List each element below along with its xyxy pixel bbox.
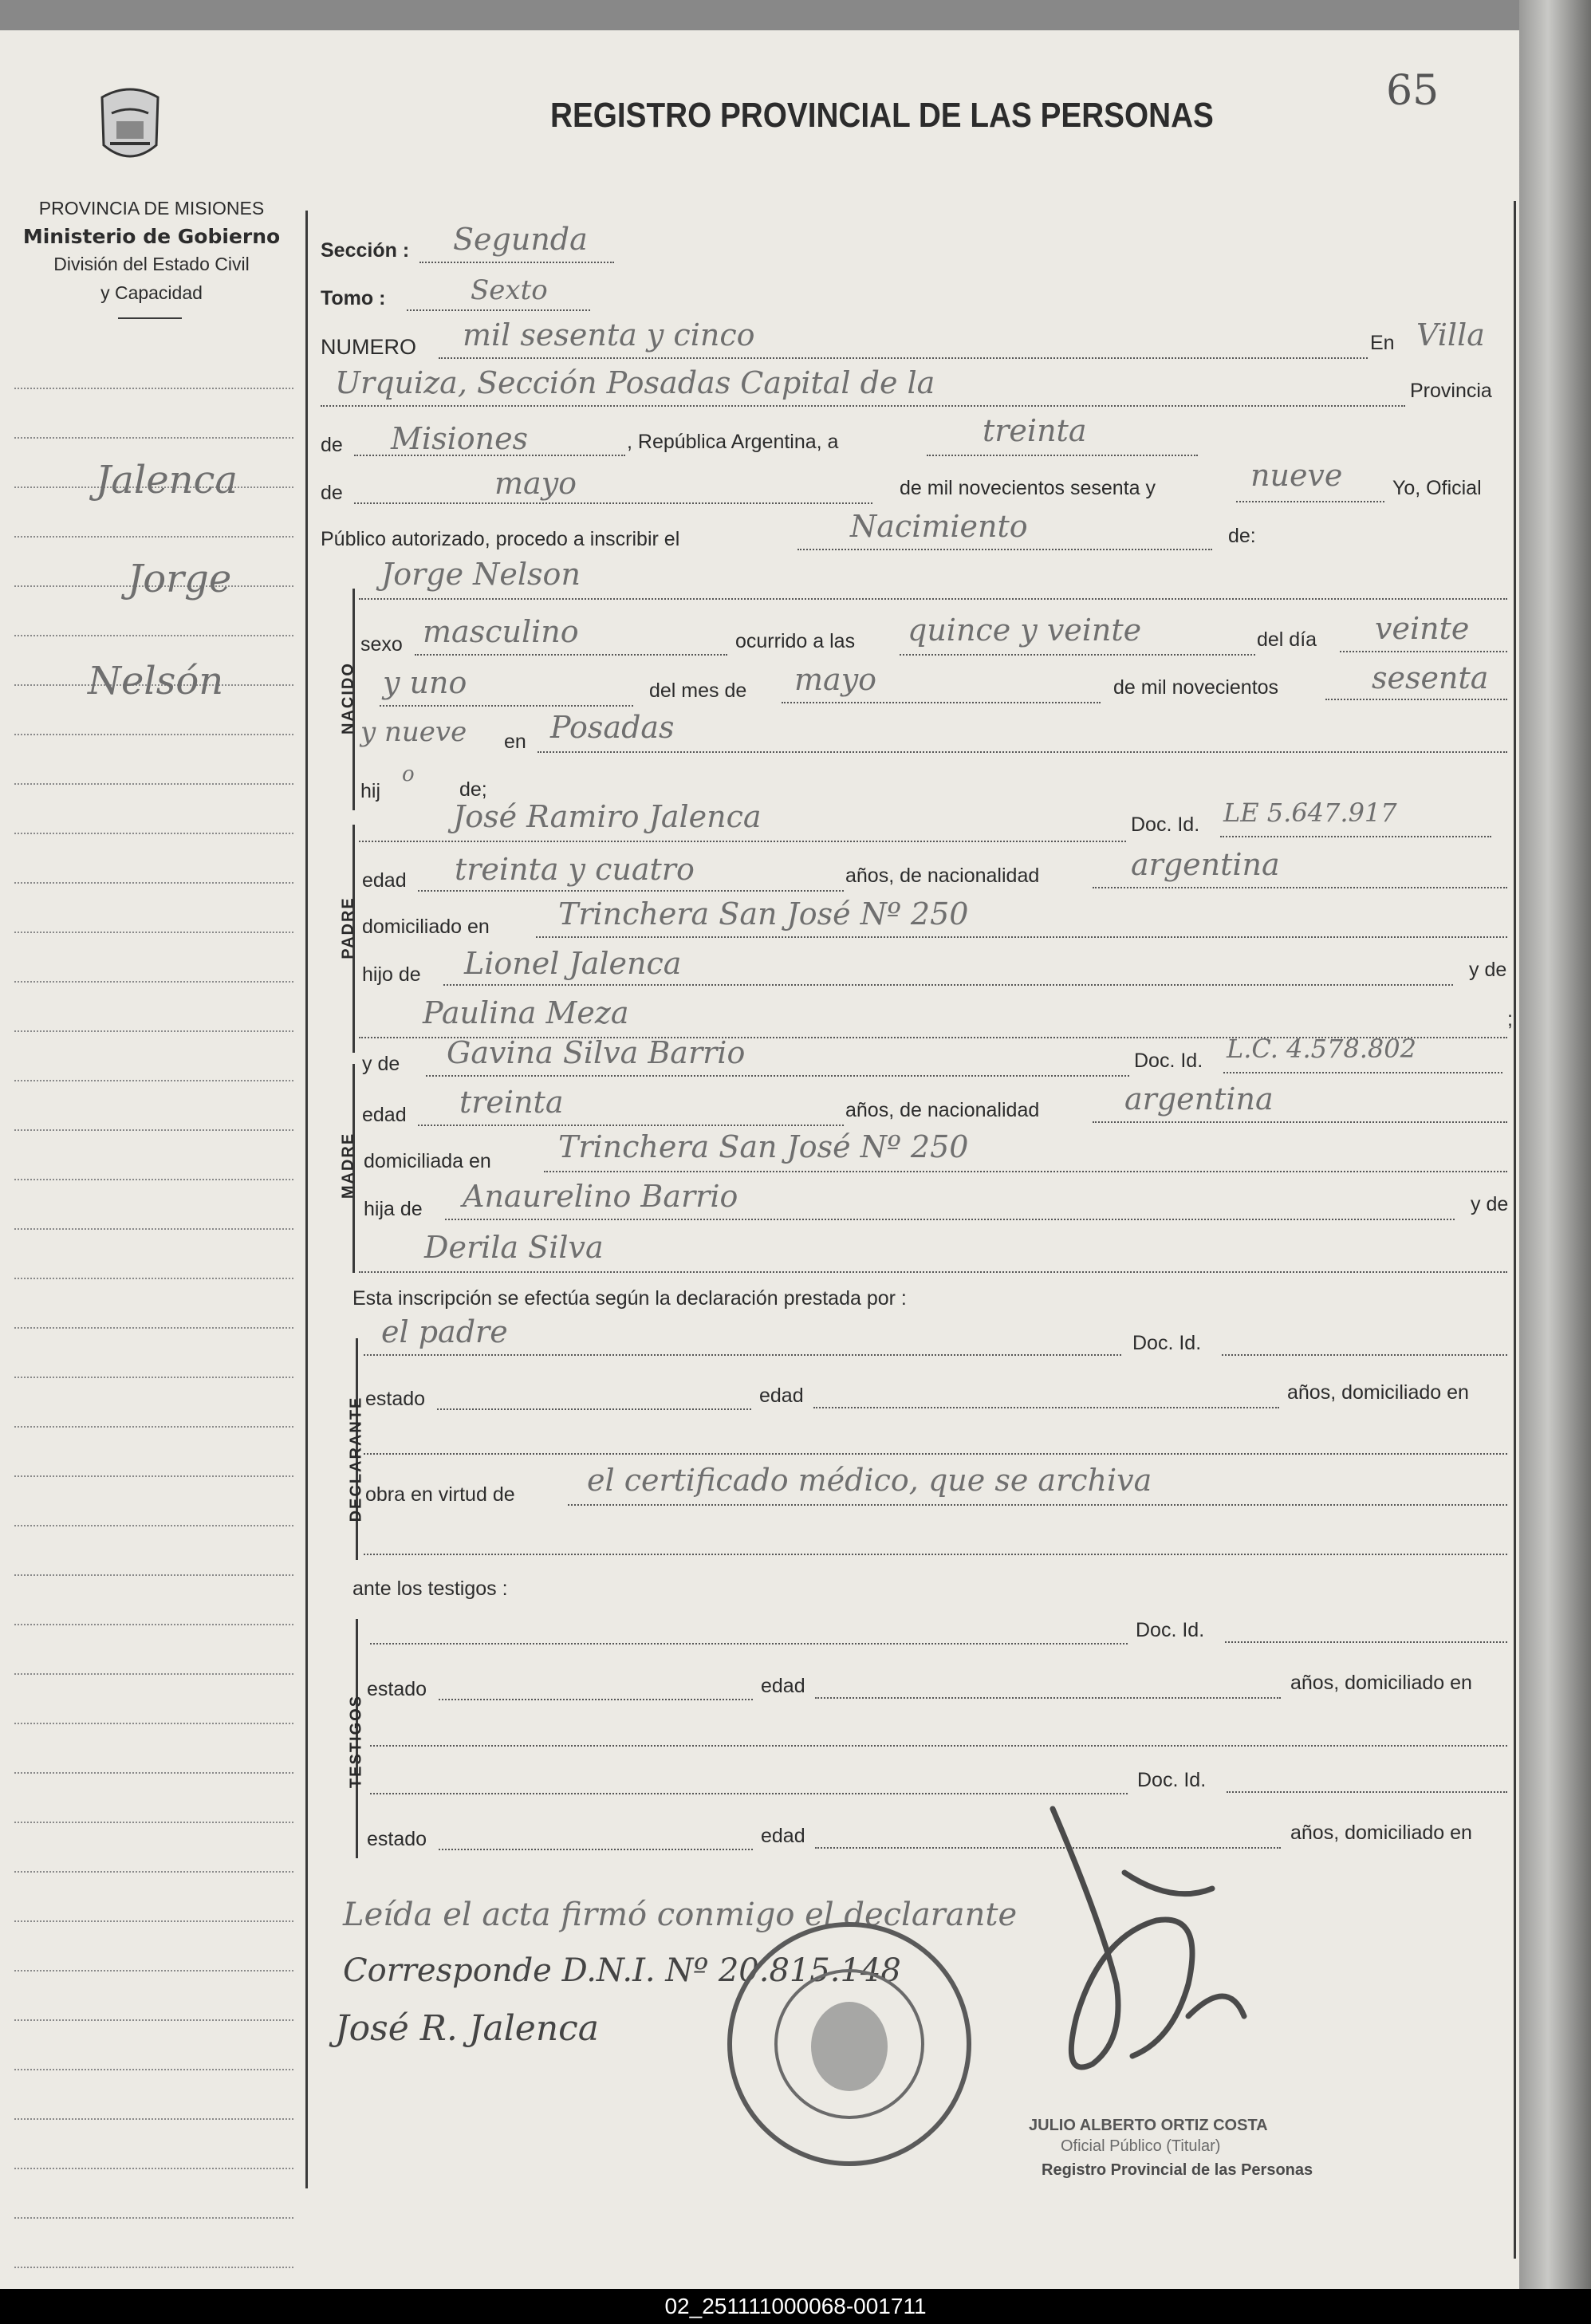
margin-rule <box>14 1475 293 1477</box>
padre-dom-label: domiciliado en <box>362 916 490 938</box>
mes-value: mayo <box>494 466 577 501</box>
padre-semicolon: ; <box>1507 1008 1513 1030</box>
padre-doc-label: Doc. Id. <box>1131 813 1200 836</box>
margin-rule <box>14 1772 293 1774</box>
testigo1-anos-label: años, domiciliado en <box>1290 1672 1472 1694</box>
madre-dom-line <box>544 1171 1507 1172</box>
margin-rule <box>14 1377 293 1378</box>
tomo-label: Tomo : <box>321 287 386 309</box>
padre-nac-label: años, de nacionalidad <box>845 865 1040 887</box>
en-label: En <box>1370 332 1395 354</box>
inscripcion-label: Esta inscripción se efectúa según la declaración prestada por : <box>352 1287 907 1310</box>
acto-line <box>797 549 1212 550</box>
margin-first-name: Jorge <box>128 557 232 601</box>
margin-middle-name: Nelsón <box>88 659 224 703</box>
margin-rule <box>14 2019 293 2021</box>
padre-hijo-value: Lionel Jalenca <box>464 946 682 981</box>
testigo2-doc-line <box>1227 1791 1507 1793</box>
numero-label: NUMERO <box>321 335 416 359</box>
margin-rule <box>14 1080 293 1081</box>
testigo2-anos-label: años, domiciliado en <box>1290 1822 1472 1844</box>
dia-nac-2-line <box>380 705 633 707</box>
testigo2-doc-label: Doc. Id. <box>1137 1769 1207 1791</box>
nombre-value: Jorge Nelson <box>381 557 581 592</box>
testigo1-edad-label: edad <box>761 1675 805 1697</box>
de-label-2: de <box>321 482 343 504</box>
page-number: 65 <box>1386 67 1439 115</box>
issuer-rule <box>118 317 182 319</box>
margin-rule <box>14 1920 293 1922</box>
hij-suffix: o <box>402 762 415 786</box>
sexo-line <box>415 654 727 656</box>
madre-edad-label: edad <box>362 1104 407 1126</box>
seccion-line <box>419 262 614 263</box>
dni-note: Corresponde D.N.I. Nº 20.815.148 <box>343 1952 901 1989</box>
madre-hija-2-line <box>359 1271 1507 1273</box>
en-nac-label: en <box>504 731 526 753</box>
testigo1-line <box>370 1643 1128 1645</box>
nacido-tag: NACIDO <box>339 662 357 735</box>
madre-line <box>426 1075 1129 1077</box>
mes-nac-line <box>782 702 1101 703</box>
margin-rule <box>14 1327 293 1329</box>
margin-rule <box>14 932 293 933</box>
margin-rule <box>14 2267 293 2268</box>
padre-doc-line <box>1220 836 1491 837</box>
margin-rule <box>14 783 293 785</box>
margin-rule <box>14 833 293 834</box>
margin-rule <box>14 1871 293 1873</box>
testigo1-edad-line <box>815 1697 1281 1699</box>
testigo1-doc-label: Doc. Id. <box>1136 1619 1205 1641</box>
mes-line <box>354 502 872 504</box>
hora-line <box>900 654 1255 656</box>
numero-value: mil sesenta y cinco <box>463 317 755 353</box>
hora-value: quince y veinte <box>908 613 1142 648</box>
margin-rule <box>14 635 293 636</box>
margin-rule <box>14 2118 293 2120</box>
acto-value: Nacimiento <box>850 509 1028 544</box>
register-page <box>0 30 1519 2289</box>
margin-rule <box>14 1426 293 1428</box>
en-value: Villa <box>1416 317 1485 353</box>
sexo-value: masculino <box>423 614 579 649</box>
de-colon-label: de: <box>1228 525 1256 547</box>
madre-hija-label: hija de <box>364 1198 423 1220</box>
book-binding <box>1519 0 1591 2289</box>
issuer-capacity: y Capacidad <box>100 282 203 303</box>
issuer-division: División del Estado Civil <box>53 254 250 274</box>
nombre-line <box>359 598 1507 600</box>
margin-rule <box>14 2168 293 2169</box>
del-dia-label: del día <box>1257 628 1317 651</box>
margin-rule <box>14 1822 293 1823</box>
margin-rule <box>14 1278 293 1279</box>
leida-note: Leída el acta firmó conmigo el declarante <box>343 1897 1018 1933</box>
testigo1-doc-line <box>1225 1641 1507 1643</box>
issuer-ministry: Ministerio de Gobierno <box>22 225 281 248</box>
declarante-estado-label: estado <box>365 1388 426 1410</box>
padre-y-de-label: y de <box>1469 959 1507 981</box>
margin-rule <box>14 882 293 884</box>
testigo1-estado-line <box>439 1699 753 1700</box>
de-label-1: de <box>321 434 343 456</box>
madre-nac-label: años, de nacionalidad <box>845 1099 1040 1121</box>
madre-hija-value: Anaurelino Barrio <box>463 1179 738 1214</box>
margin-rule <box>14 2217 293 2219</box>
madre-y-de-label: y de <box>362 1053 400 1075</box>
seccion-value: Segunda <box>453 222 588 257</box>
dia-nac-2-value: y uno <box>383 665 467 700</box>
madre-doc-value: L.C. 4.578.802 <box>1227 1034 1416 1064</box>
provincia-label: Provincia <box>1410 380 1492 402</box>
provincial-emblem-icon <box>94 81 166 171</box>
testigo1-dom-line <box>370 1745 1507 1747</box>
padre-nac-value: argentina <box>1131 847 1280 882</box>
mes-nac-value: mayo <box>794 662 877 697</box>
ante-label: ante los testigos : <box>352 1578 508 1600</box>
testigo2-edad-label: edad <box>761 1825 805 1847</box>
official-registry: Registro Provincial de las Personas <box>1042 2161 1313 2179</box>
anio-nac-line <box>1325 699 1507 700</box>
padre-edad-label: edad <box>362 869 407 892</box>
margin-rule <box>14 1228 293 1230</box>
madre-tag: MADRE <box>339 1132 357 1199</box>
margin-rule <box>14 734 293 735</box>
madre-edad-line <box>418 1125 844 1126</box>
yo-oficial-label: Yo, Oficial <box>1392 477 1482 499</box>
madre-dom-value: Trinchera San José Nº 250 <box>558 1129 969 1164</box>
obra-line <box>568 1504 1507 1506</box>
sexo-label: sexo <box>360 633 403 656</box>
margin-rule <box>14 1129 293 1131</box>
madre-doc-label: Doc. Id. <box>1134 1050 1203 1072</box>
scan-top-edge <box>0 0 1519 30</box>
declarante-line <box>364 1354 1121 1356</box>
de-mil-nov-label: de mil novecientos <box>1113 676 1279 699</box>
lugar-line <box>321 405 1405 407</box>
testigo2-estado-line <box>439 1849 753 1850</box>
obra-line-2 <box>364 1554 1507 1555</box>
testigo1-estado-label: estado <box>367 1678 427 1700</box>
margin-rule <box>14 981 293 983</box>
lugar-nac-value: Posadas <box>550 710 675 745</box>
hij-label: hij <box>360 780 381 802</box>
declarante-tag: DECLARANTE <box>347 1396 365 1522</box>
margin-rule <box>14 1525 293 1526</box>
tomo-line <box>407 309 590 311</box>
scan-id-footer: 02_251111000068-001711 <box>0 2289 1591 2324</box>
margin-rule <box>14 1574 293 1576</box>
tomo-value: Sexto <box>471 274 548 306</box>
republica-label: , República Argentina, a <box>627 431 839 453</box>
lugar-nac-line <box>538 751 1507 753</box>
left-frame-line <box>305 211 308 2188</box>
anio-line <box>1236 501 1384 502</box>
madre-value: Gavina Silva Barrio <box>447 1035 746 1070</box>
publico-label: Público autorizado, procedo a inscribir el <box>321 528 680 550</box>
seccion-label: Sección : <box>321 239 410 262</box>
declarante-edad-label: edad <box>759 1385 804 1407</box>
page-title: REGISTRO PROVINCIAL DE LAS PERSONAS <box>550 96 1214 135</box>
lugar-value: Urquiza, Sección Posadas Capital de la <box>335 365 935 400</box>
dia-value: treinta <box>983 413 1087 448</box>
madre-edad-value: treinta <box>459 1085 564 1120</box>
madre-hija-2-value: Derila Silva <box>424 1230 604 1265</box>
madre-nac-value: argentina <box>1124 1081 1274 1117</box>
declarante-edad-line <box>813 1407 1279 1408</box>
dia-nac-line <box>1340 651 1507 652</box>
madre-dom-label: domiciliada en <box>364 1150 491 1172</box>
margin-rule <box>14 536 293 538</box>
official-stamp-icon <box>718 1912 981 2176</box>
official-signature-icon <box>1005 1777 1260 2128</box>
margin-rule <box>14 388 293 389</box>
right-frame-line <box>1514 201 1516 2259</box>
declarante-anos-label: años, domiciliado en <box>1287 1381 1469 1404</box>
padre-hijo-line <box>443 984 1453 986</box>
dia-nac-value: veinte <box>1375 611 1470 646</box>
official-title: Oficial Público (Titular) <box>1061 2137 1221 2155</box>
obra-value: el certificado médico, que se archiva <box>587 1463 1152 1498</box>
declarante-estado-line <box>437 1408 751 1410</box>
margin-rule <box>14 1673 293 1675</box>
madre-hija-line <box>445 1219 1455 1220</box>
del-mes-label: del mes de <box>649 679 747 702</box>
margin-surname: Jalenca <box>96 458 238 502</box>
margin-rule <box>14 437 293 439</box>
margin-rule <box>14 1624 293 1625</box>
dia-line <box>927 455 1198 456</box>
de-mil-label: de mil novecientos sesenta y <box>900 477 1156 499</box>
margin-rule <box>14 1723 293 1724</box>
margin-rule <box>14 1030 293 1032</box>
padre-doc-value: LE 5.647.917 <box>1223 798 1397 828</box>
padre-dom-line <box>536 936 1507 938</box>
madre-y-de-2-label: y de <box>1471 1193 1509 1215</box>
margin-rule <box>14 1970 293 1971</box>
hij-de-label: de; <box>459 778 487 801</box>
padre-edad-line <box>418 890 844 892</box>
declarante-dom-line <box>364 1453 1507 1455</box>
numero-line <box>439 357 1368 359</box>
declarante-value: el padre <box>381 1314 508 1349</box>
margin-rule <box>14 1179 293 1180</box>
madre-nac-line <box>1093 1121 1507 1123</box>
madre-doc-line <box>1223 1072 1502 1073</box>
official-name: JULIO ALBERTO ORTIZ COSTA <box>1029 2117 1268 2134</box>
declarant-signature: José R. Jalenca <box>335 2008 600 2049</box>
padre-nac-line <box>1093 887 1507 888</box>
padre-value: José Ramiro Jalenca <box>453 799 762 834</box>
anio-nac-value: sesenta <box>1372 660 1489 695</box>
margin-rule <box>14 2069 293 2070</box>
ocurrido-label: ocurrido a las <box>735 630 856 652</box>
anio-nac-2-value: y nueve <box>360 716 467 748</box>
padre-hijo-2-value: Paulina Meza <box>423 995 629 1030</box>
padre-tag: PADRE <box>339 896 357 959</box>
padre-hijo-label: hijo de <box>362 963 421 986</box>
provincia-value: Misiones <box>391 421 529 456</box>
declarante-doc-label: Doc. Id. <box>1132 1332 1202 1354</box>
anio-value: nueve <box>1250 458 1343 493</box>
padre-edad-value: treinta y cuatro <box>455 852 695 887</box>
testigos-tag: TESTIGOS <box>347 1694 365 1789</box>
declarante-doc-line <box>1222 1354 1507 1356</box>
issuer-province: PROVINCIA DE MISIONES <box>38 198 265 219</box>
padre-line <box>359 841 1126 842</box>
testigo2-estado-label: estado <box>367 1828 427 1850</box>
obra-label: obra en virtud de <box>365 1483 515 1506</box>
padre-dom-value: Trinchera San José Nº 250 <box>558 896 969 932</box>
